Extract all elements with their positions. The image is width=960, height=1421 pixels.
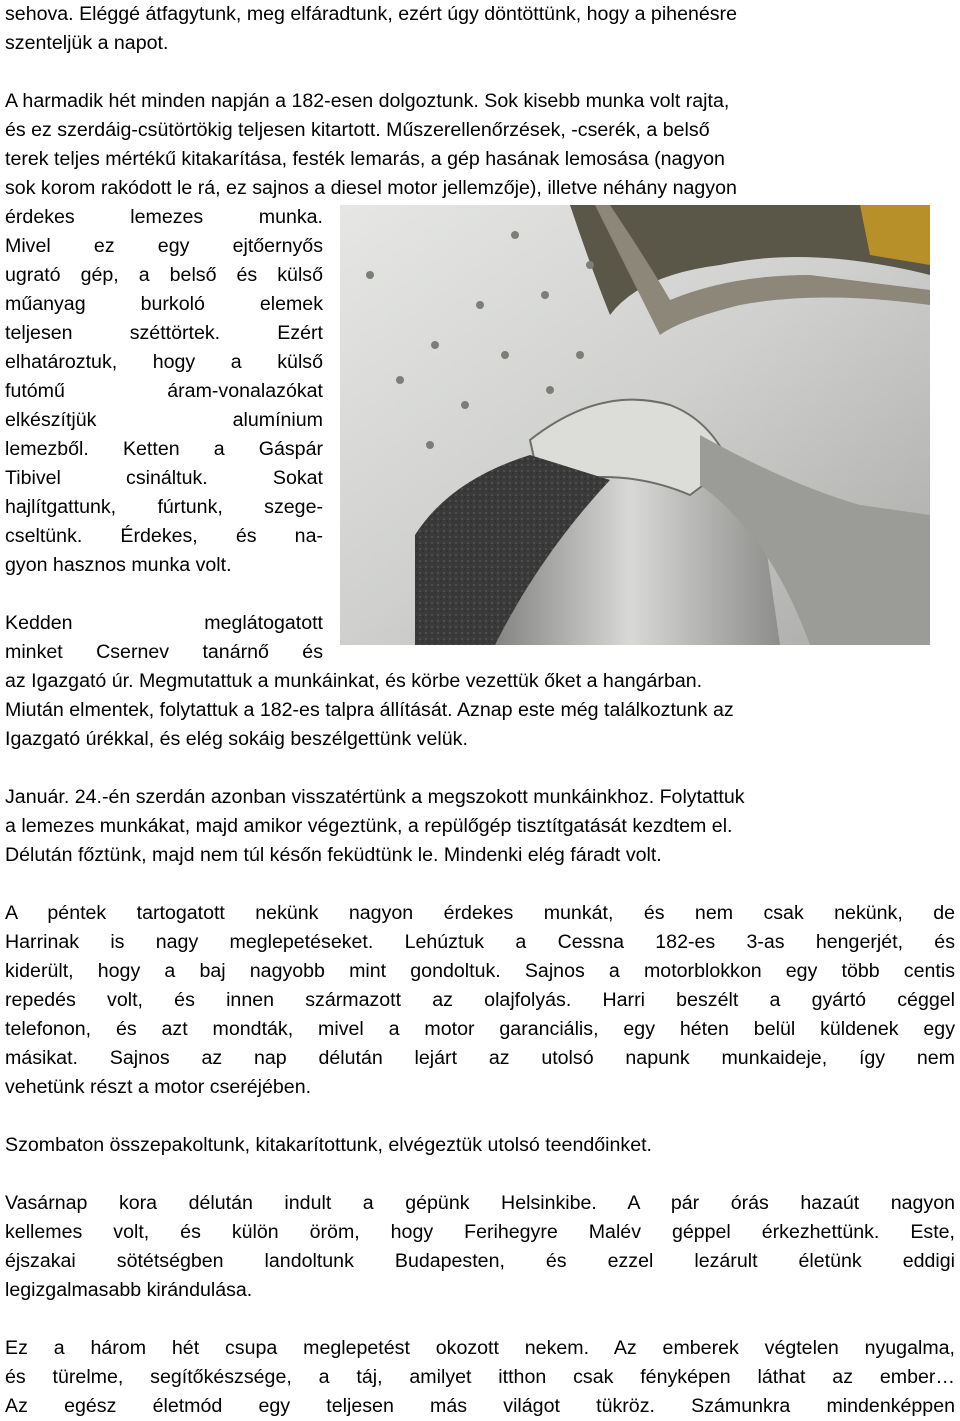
text-line: terek teljes mértékű kitakarítása, festék lemarás, a gép hasának lemosása (nagyon bbox=[5, 148, 725, 170]
text-line: repedés volt, és innen származott az olajfolyás. Harri beszélt a gyártó céggel bbox=[5, 989, 955, 1011]
text-line: és türelme, segítőkészsége, a táj, amilyet itthon csak fényképen láthat az ember… bbox=[5, 1366, 955, 1388]
text-line: Január. 24.-én szerdán azonban visszatértünk a megszokott munkáinkhoz. Folytattuk bbox=[5, 786, 745, 808]
text-line: Kedden meglátogatott bbox=[5, 612, 323, 634]
text-line: szenteljük a napot. bbox=[5, 32, 169, 54]
paragraph-friday bbox=[5, 899, 955, 1102]
text-line: Miután elmentek, folytattuk a 182-es talpra állítását. Aznap este még találkoztunk az bbox=[5, 699, 734, 721]
text-line: Ez a három hét csupa meglepetést okozott nekem. Az emberek végtelen nyugalma, bbox=[5, 1337, 955, 1359]
text-line: lemezből. Ketten a Gáspár bbox=[5, 438, 323, 460]
photo-illustration bbox=[340, 205, 930, 645]
paragraph-saturday bbox=[5, 1131, 955, 1160]
text-line: futómű áram-vonalazókat bbox=[5, 380, 323, 402]
text-line: érdekes lemezes munka. bbox=[5, 206, 323, 228]
text-line: éjszakai sötétségben landoltunk Budapesten, és ezzel lezárult életünk eddigi bbox=[5, 1250, 955, 1272]
text-line: Az egész életmód egy teljesen más világot tükröz. Számunkra mindenképpen bbox=[5, 1395, 955, 1417]
text-line: másikat. Sajnos az nap délután lejárt az utolsó napunk munkaideje, így nem bbox=[5, 1047, 955, 1069]
text-line: Délután főztünk, majd nem túl későn feküdtünk le. Mindenki elég fáradt volt. bbox=[5, 844, 662, 866]
aircraft-landing-gear-photo bbox=[340, 205, 930, 645]
text-line: elhatároztuk, hogy a külső bbox=[5, 351, 323, 373]
text-line: A harmadik hét minden napján a 182-esen dolgoztunk. Sok kisebb munka volt rajta, bbox=[5, 90, 730, 112]
text-line: telefonon, és azt mondták, mivel a motor garanciális, egy héten belül küldenek egy bbox=[5, 1018, 955, 1040]
text-line: Harrinak is nagy meglepetéseket. Lehúztuk a Cessna 182-es 3-as hengerjét, és bbox=[5, 931, 955, 953]
text-line: Tibivel csináltuk. Sokat bbox=[5, 467, 323, 489]
paragraph-january-24 bbox=[5, 783, 955, 870]
text-line: a lemezes munkákat, majd amikor végeztünk, a repülőgép tisztítgatását kezdtem el. bbox=[5, 815, 733, 837]
text-line: és ez szerdáig-csütörtökig teljesen kitartott. Műszerellenőrzések, -cserék, a belső bbox=[5, 119, 710, 141]
text-line: kiderült, hogy a baj nagyobb mint gondoltuk. Sajnos a motorblokkon egy több centis bbox=[5, 960, 955, 982]
text-line: hajlítgattunk, fúrtunk, szege- bbox=[5, 496, 323, 518]
text-line: gyon hasznos munka volt. bbox=[5, 554, 232, 576]
paragraph-sunday bbox=[5, 1189, 955, 1305]
text-line: cseltünk. Érdekes, és na- bbox=[5, 525, 323, 547]
text-line: ugrató gép, a belső és külső bbox=[5, 264, 323, 286]
text-line: kellemes volt, és külön öröm, hogy Ferihegyre Malév géppel érkezhettünk. Este, bbox=[5, 1221, 955, 1243]
text-line: Igazgató úrékkal, és elég sokáig beszélgettünk velük. bbox=[5, 728, 468, 750]
text-line: minket Csernev tanárnő és bbox=[5, 641, 323, 663]
text-line: vehetünk részt a motor cseréjében. bbox=[5, 1076, 312, 1098]
text-line: A péntek tartogatott nekünk nagyon érdekes munkát, és nem csak nekünk, de bbox=[5, 902, 955, 924]
paragraph-conclusion bbox=[5, 1334, 955, 1421]
text-line: műanyag burkoló elemek bbox=[5, 293, 323, 315]
text-line: Vasárnap kora délután indult a gépünk Helsinkibe. A pár órás hazaút nagyon bbox=[5, 1192, 955, 1214]
text-line: Mivel ez egy ejtőernyős bbox=[5, 235, 323, 257]
paragraph-intro-end bbox=[5, 0, 955, 58]
text-line: elkészítjük alumínium bbox=[5, 409, 323, 431]
text-line: teljesen széttörtek. Ezért bbox=[5, 322, 323, 344]
text-line: az Igazgató úr. Megmutattuk a munkáinkat, és körbe vezettük őket a hangárban. bbox=[5, 670, 703, 692]
wrapped-text-column bbox=[5, 203, 323, 580]
text-line: sok korom rakódott le rá, ez sajnos a diesel motor jellemzője), illetve néhány nagyon bbox=[5, 177, 737, 199]
text-line: Szombaton összepakoltunk, kitakarítottunk, elvégeztük utolsó teendőinket. bbox=[5, 1134, 652, 1156]
text-line: sehova. Eléggé átfagytunk, meg elfáradtunk, ezért úgy döntöttünk, hogy a pihenésre bbox=[5, 3, 737, 25]
text-line: legizgalmasabb kirándulása. bbox=[5, 1279, 253, 1301]
